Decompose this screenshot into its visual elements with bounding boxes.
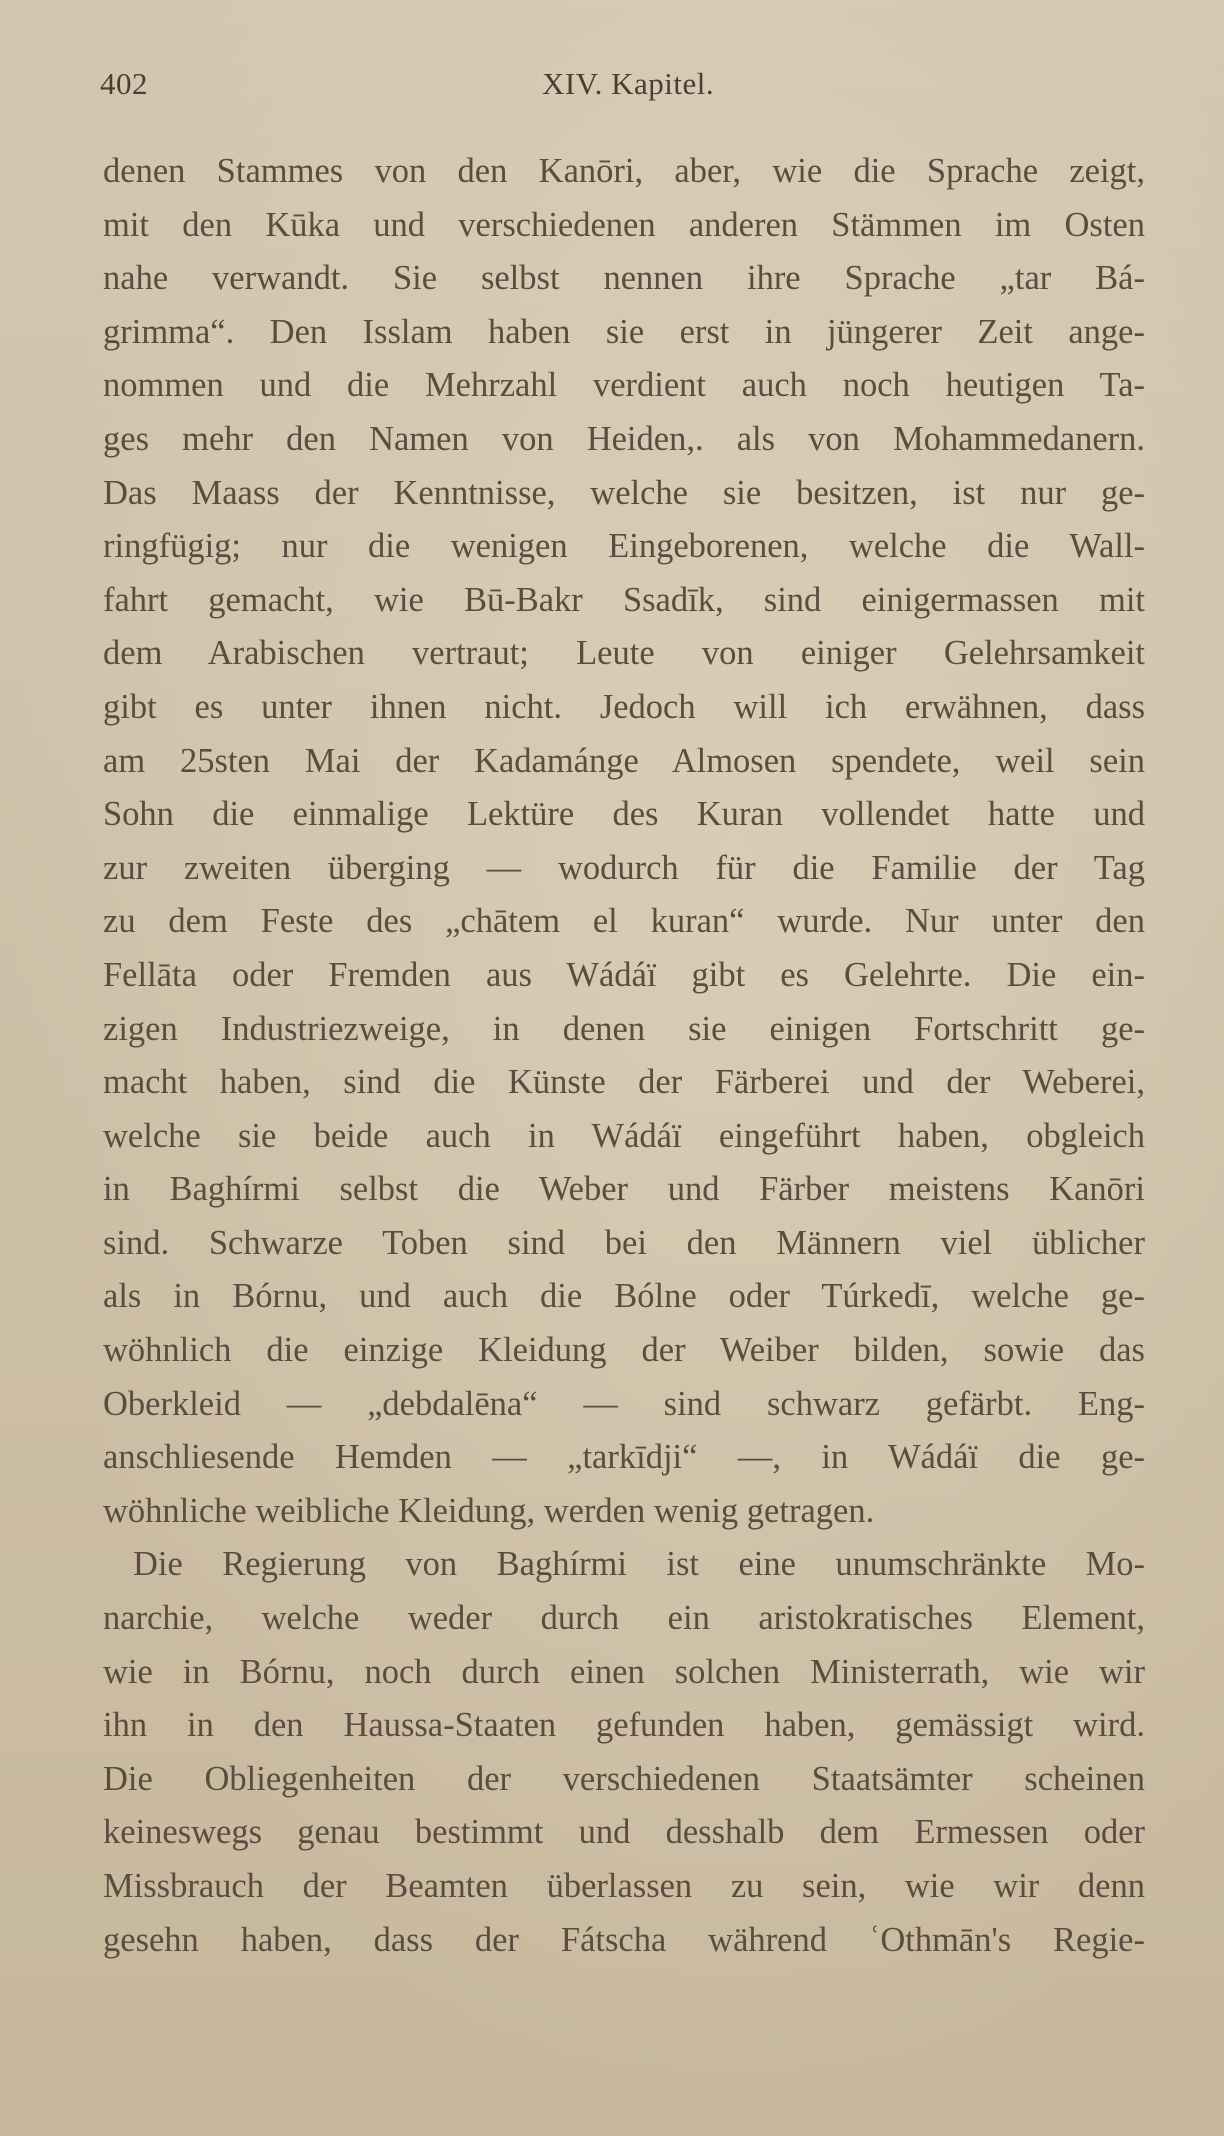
text-line: wie in Bórnu, noch durch einen solchen Ministerrath, wie wir [103, 1652, 1145, 1691]
text-line: als in Bórnu, und auch die Bólne oder Túrkedī, welche ge- [103, 1277, 1145, 1316]
text-line: mit den Kūka und verschiedenen anderen Stämmen im Osten [103, 205, 1145, 244]
text-line: nommen und die Mehrzahl verdient auch noch heutigen Ta- [103, 366, 1145, 405]
text-line: gesehn haben, dass der Fátscha während ʿOthmān's Regie- [103, 1920, 1145, 1959]
text-line: gibt es unter ihnen nicht. Jedoch will ich erwähnen, dass [103, 687, 1145, 726]
text-line: Das Maass der Kenntnisse, welche sie besitzen, ist nur ge- [103, 473, 1145, 512]
body-text [103, 145, 1145, 1967]
text-line: Oberkleid — „debdalēna“ — sind schwarz gefärbt. Eng- [103, 1384, 1145, 1423]
text-line: narchie, welche weder durch ein aristokratisches Element, [103, 1599, 1145, 1638]
text-line: grimma“. Den Isslam haben sie erst in jüngerer Zeit ange- [103, 312, 1145, 351]
text-line: ringfügig; nur die wenigen Eingeborenen, welche die Wall- [103, 527, 1145, 566]
text-line: ges mehr den Namen von Heiden,. als von Mohammedanern. [103, 419, 1145, 458]
text-line: welche sie beide auch in Wádáï eingeführt haben, obgleich [103, 1116, 1145, 1155]
text-line: macht haben, sind die Künste der Färberei und der Weberei, [103, 1063, 1145, 1102]
running-head: XIV. Kapitel. [542, 66, 715, 101]
text-line: zur zweiten überging — wodurch für die Familie der Tag [103, 848, 1145, 887]
text-line: fahrt gemacht, wie Bū-Bakr Ssadīk, sind einigermassen mit [103, 580, 1145, 619]
text-line: Missbrauch der Beamten überlassen zu sein, wie wir denn [103, 1867, 1145, 1905]
text-line: am 25sten Mai der Kadamánge Almosen spendete, weil sein [103, 741, 1145, 780]
text-line: sind. Schwarze Toben sind bei den Männern viel üblicher [103, 1223, 1145, 1262]
text-line: Sohn die einmalige Lektüre des Kuran vollendet hatte und [103, 795, 1145, 834]
text-line: wöhnliche weibliche Kleidung, werden wenig getragen. [103, 1491, 875, 1530]
text-line: anschliesende Hemden — „tarkīdji“ —, in Wádáï die ge- [103, 1438, 1145, 1477]
text-line: zu dem Feste des „chātem el kuran“ wurde. Nur unter den [103, 902, 1145, 941]
page-number: 402 [100, 66, 148, 101]
paragraph-start-line: Die Regierung von Baghírmi ist eine unumschränkte Mo- [133, 1545, 1145, 1584]
text-line: Die Obliegenheiten der verschiedenen Staatsämter scheinen [103, 1759, 1145, 1798]
text-line: zigen Industriezweige, in denen sie einigen Fortschritt ge- [103, 1009, 1145, 1048]
text-line: nahe verwandt. Sie selbst nennen ihre Sprache „tar Bá- [103, 259, 1145, 298]
text-line: Fellāta oder Fremden aus Wádáï gibt es Gelehrte. Die ein- [103, 955, 1145, 994]
text-line: ihn in den Haussa-Staaten gefunden haben, gemässigt wird. [103, 1706, 1145, 1745]
page-header [100, 66, 1144, 110]
text-line: keineswegs genau bestimmt und desshalb dem Ermessen oder [103, 1813, 1145, 1852]
text-line: denen Stammes von den Kanōri, aber, wie die Sprache zeigt, [103, 152, 1145, 190]
text-line: dem Arabischen vertraut; Leute von einiger Gelehrsamkeit [103, 634, 1145, 673]
text-line: wöhnlich die einzige Kleidung der Weiber bilden, sowie das [103, 1331, 1145, 1370]
text-line: in Baghírmi selbst die Weber und Färber meistens Kanōri [103, 1170, 1145, 1209]
